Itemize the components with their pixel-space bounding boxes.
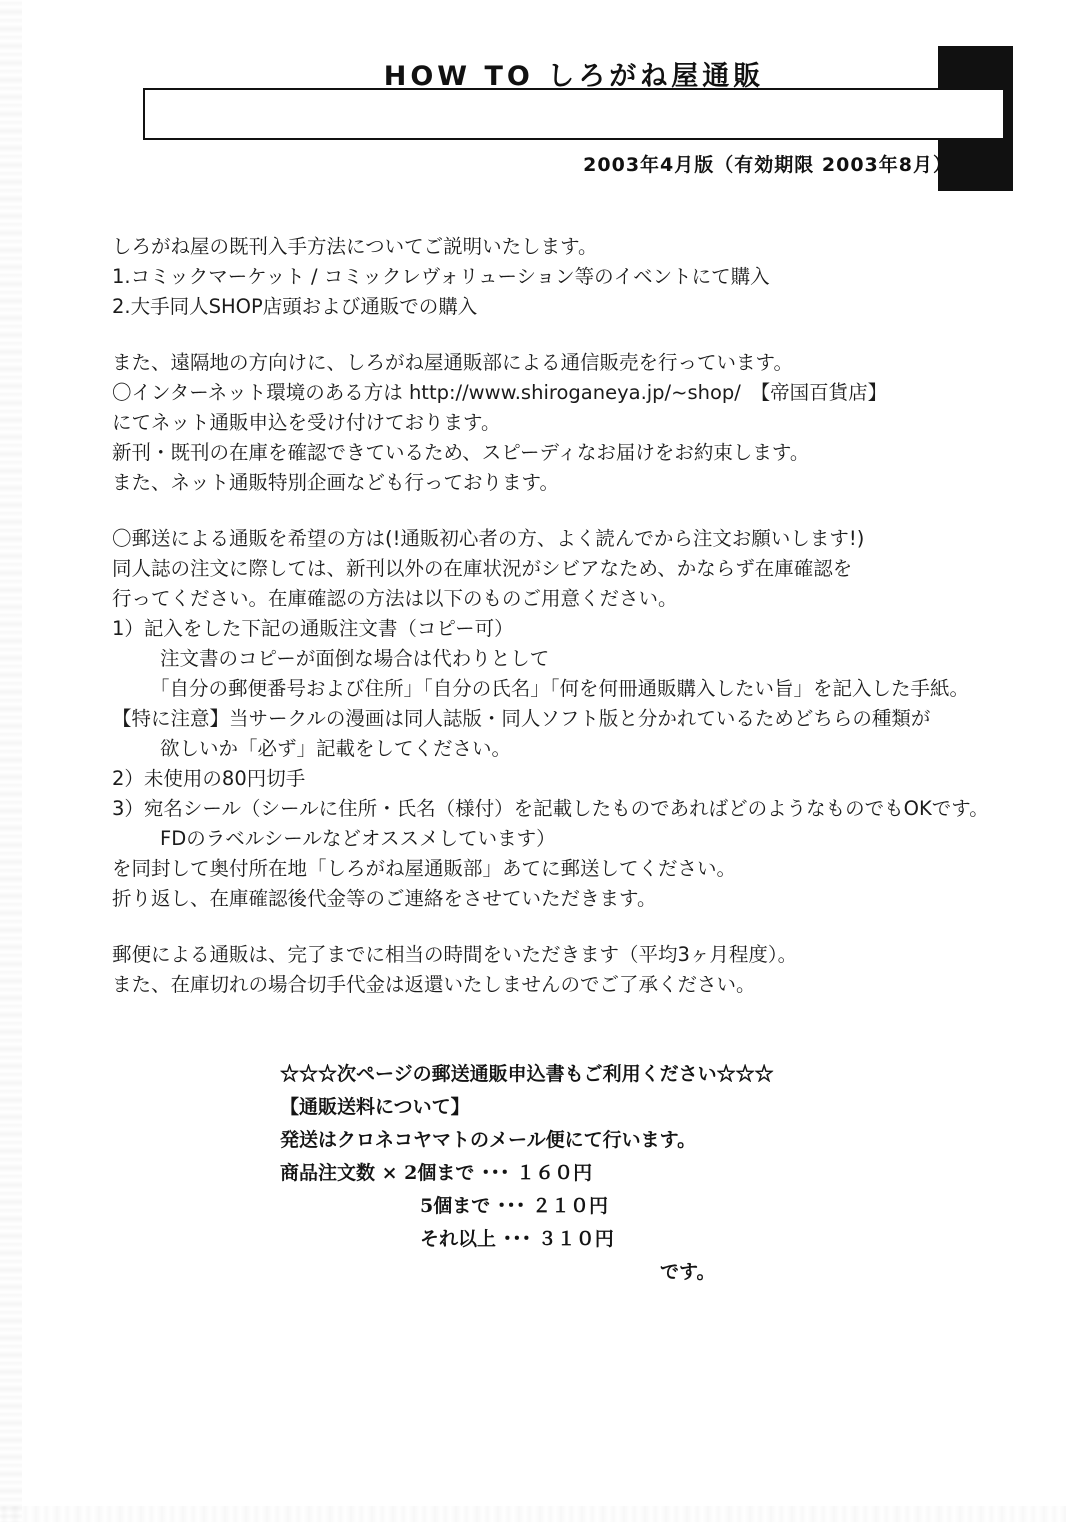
paragraph-purchase-methods bbox=[112, 232, 992, 322]
text-line: 同人誌の注文に際しては、新刊以外の在庫状況がシビアなため、かならず在庫確認を bbox=[112, 557, 853, 580]
text-line: 行ってください。在庫確認の方法は以下のものご用意ください。 bbox=[112, 587, 678, 610]
text-line: を同封して奥付所在地「しろがね屋通販部」あてに郵送してください。 bbox=[112, 857, 737, 880]
shipping-heading: 【通販送料について】 bbox=[280, 1096, 470, 1118]
paragraph-internet-order bbox=[112, 348, 992, 498]
text-line: 〇郵送による通販を希望の方は(!通販初心者の方、よく読んでから注文お願いします!) bbox=[112, 527, 865, 550]
text-line: また、ネット通販特別企画なども行っております。 bbox=[112, 471, 559, 494]
paragraph-mail-order bbox=[112, 524, 992, 914]
shipping-rate-1: 商品注文数 × 2個まで ･･･ １６０円 bbox=[280, 1162, 593, 1184]
shipping-rate-2: 5個まで ･･･ ２１０円 bbox=[420, 1195, 608, 1217]
text-line: 新刊・既刊の在庫を確認できているため、スピーディなお届けをお約束します。 bbox=[112, 441, 810, 464]
text-line: また、遠隔地の方向けに、しろがね屋通販部による通信販売を行っています。 bbox=[112, 351, 793, 374]
edition-label: 2003年4月版（有効期限 2003年8月） bbox=[583, 154, 953, 176]
title-box bbox=[143, 88, 1005, 140]
page-header bbox=[143, 46, 1013, 191]
text-line: 欲しいか「必ず」記載をしてください。 bbox=[160, 737, 512, 760]
text-line: 「自分の郵便番号および住所」「自分の氏名」「何を何冊通販購入したい旨」を記入した手紙。 bbox=[150, 677, 970, 700]
text-line: 1.コミックマーケット / コミックレヴォリューション等のイベントにて購入 bbox=[112, 265, 770, 288]
text-line-caution: 【特に注意】当サークルの漫画は同人誌版・同人ソフト版と分かれているためどちらの種類が bbox=[112, 707, 931, 730]
text-line: しろがね屋の既刊入手方法についてご説明いたします。 bbox=[112, 235, 598, 258]
shipping-rate-3: それ以上 ･･･ ３１０円 bbox=[420, 1228, 614, 1250]
list-item-1: 1）記入をした下記の通販注文書（コピー可） bbox=[112, 617, 514, 640]
paragraph-lead-time bbox=[112, 940, 992, 1000]
document-body bbox=[112, 232, 992, 1000]
list-item-3: 3）宛名シール（シールに住所・氏名（様付）を記載したものであればどのようなものでもOKです。 bbox=[112, 797, 989, 820]
text-line: 注文書のコピーが面倒な場合は代わりとして bbox=[160, 647, 550, 670]
scan-edge-bottom bbox=[0, 1506, 1066, 1522]
next-page-notice: ☆☆☆次ページの郵送通販申込書もご利用ください☆☆☆ bbox=[280, 1063, 774, 1085]
text-line: 折り返し、在庫確認後代金等のご連絡をさせていただきます。 bbox=[112, 887, 657, 910]
page-title: HOW TO しろがね屋通販 bbox=[383, 61, 765, 92]
shipping-info-block bbox=[280, 1058, 920, 1289]
text-line: 2.大手同人SHOP店頭および通販での購入 bbox=[112, 295, 478, 318]
list-item-2: 2）未使用の80円切手 bbox=[112, 767, 306, 790]
shipping-closing: です。 bbox=[660, 1261, 716, 1283]
text-line-website: 〇インターネット環境のある方は http://www.shiroganeya.jp/~shop/ 【帝国百貨店】 bbox=[112, 381, 888, 404]
scan-edge-left bbox=[0, 0, 22, 1522]
text-line: にてネット通販申込を受け付けております。 bbox=[112, 411, 501, 434]
shipping-method: 発送はクロネコヤマトのメール便にて行います。 bbox=[280, 1129, 697, 1151]
text-line: 郵便による通販は、完了までに相当の時間をいただきます（平均3ヶ月程度）。 bbox=[112, 943, 798, 966]
text-line: また、在庫切れの場合切手代金は返還いたしませんのでご了承ください。 bbox=[112, 973, 756, 996]
text-line: FDのラベルシールなどオススメしています） bbox=[160, 827, 556, 850]
